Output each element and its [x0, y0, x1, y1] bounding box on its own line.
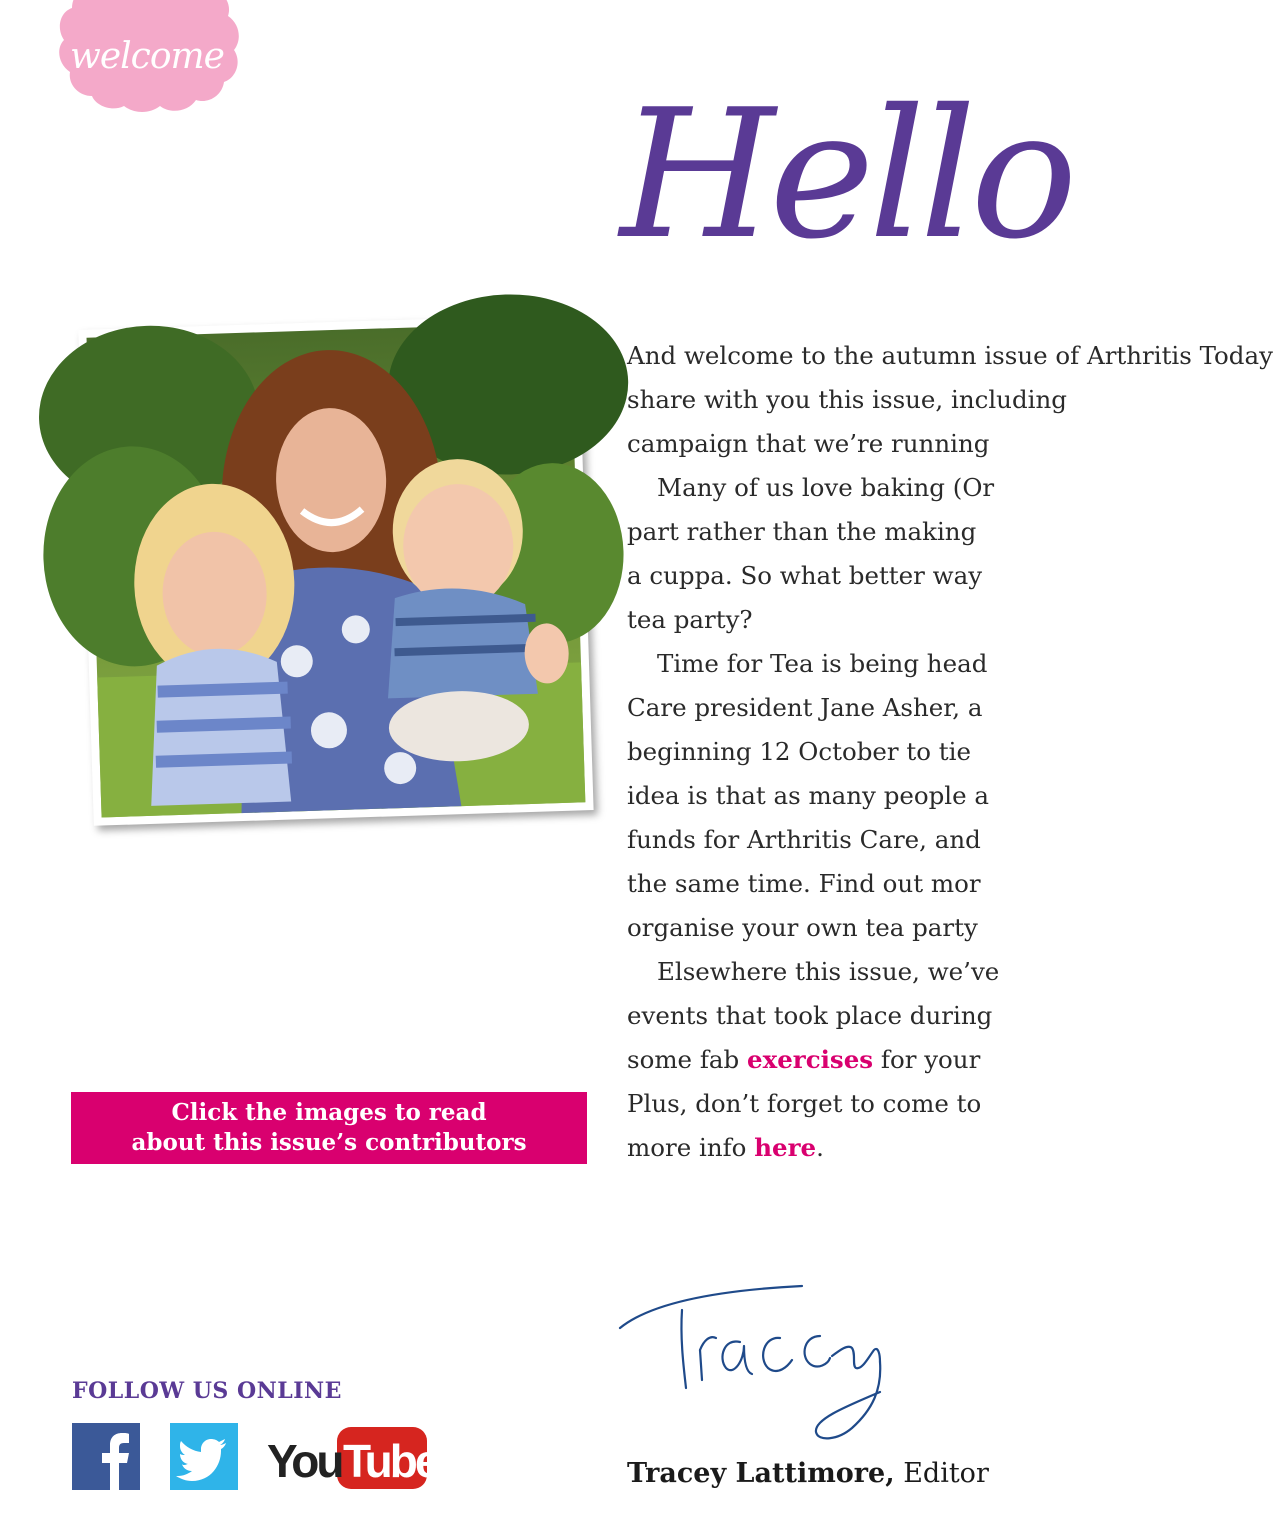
editor-signoff	[627, 1458, 989, 1489]
facebook-icon[interactable]	[72, 1423, 140, 1490]
youtube-tube-text: Tube	[343, 1435, 438, 1487]
youtube-you-text: You	[267, 1435, 342, 1487]
editor-name: Tracey Lattimore,	[627, 1458, 895, 1489]
youtube-icon[interactable]	[265, 1423, 438, 1493]
body-line-more-info	[627, 1126, 1024, 1170]
body-text-fragment: some fab	[627, 1045, 747, 1074]
follow-us-label: FOLLOW US ONLINE	[72, 1378, 342, 1404]
body-line: Plus, don’t forget to come to	[627, 1089, 982, 1118]
body-line: Elsewhere this issue, we’ve	[657, 957, 1000, 986]
body-line: a cuppa. So what better way	[627, 561, 983, 590]
body-line: idea is that as many people a	[627, 781, 990, 810]
photo-frame[interactable]	[78, 314, 593, 825]
body-line: tea party?	[627, 605, 753, 634]
twitter-bird-glyph	[170, 1423, 238, 1490]
hello-heading	[620, 70, 1072, 300]
editor-letter-body	[627, 334, 1273, 1170]
facebook-glyph	[72, 1423, 140, 1490]
editor-role: Editor	[894, 1458, 989, 1489]
exercises-link[interactable]: exercises	[747, 1045, 874, 1074]
body-line: funds for Arthritis Care, and	[627, 825, 981, 854]
body-text-fragment: more info	[627, 1133, 755, 1162]
hello-heading-text: Hello	[620, 71, 1072, 278]
body-line: campaign that we’re running	[627, 429, 990, 458]
body-line-exercises	[627, 1038, 1024, 1082]
photo-image[interactable]	[87, 323, 586, 818]
body-text-fragment: for your	[873, 1045, 981, 1074]
welcome-label: welcome	[70, 36, 224, 77]
body-line: part rather than the making	[627, 517, 977, 546]
contributors-link-button[interactable]	[71, 1092, 587, 1164]
editor-family-photo[interactable]	[78, 314, 593, 829]
here-link[interactable]: here	[754, 1133, 817, 1162]
body-line: And welcome to the autumn issue of Arthritis Today	[627, 341, 1273, 370]
body-line: Time for Tea is being head	[657, 649, 988, 678]
body-line: beginning 12 October to tie	[627, 737, 971, 766]
handwritten-signature	[612, 1280, 932, 1450]
contributors-line-1: Click the images to read	[171, 1099, 487, 1126]
body-line: Many of us love baking (Or	[657, 473, 995, 502]
youtube-logo	[265, 1423, 438, 1493]
body-line: Care president Jane Asher, a	[627, 693, 983, 722]
twitter-icon[interactable]	[170, 1423, 238, 1490]
body-line: organise your own tea party	[627, 913, 978, 942]
body-line: events that took place during	[627, 1001, 993, 1030]
body-text-fragment: .	[816, 1133, 824, 1162]
body-line: share with you this issue, including	[627, 385, 1067, 414]
signature-drawing	[612, 1280, 932, 1450]
contributors-line-2: about this issue’s contributors	[131, 1129, 527, 1156]
welcome-badge	[52, 0, 242, 112]
body-line: the same time. Find out mor	[627, 869, 981, 898]
